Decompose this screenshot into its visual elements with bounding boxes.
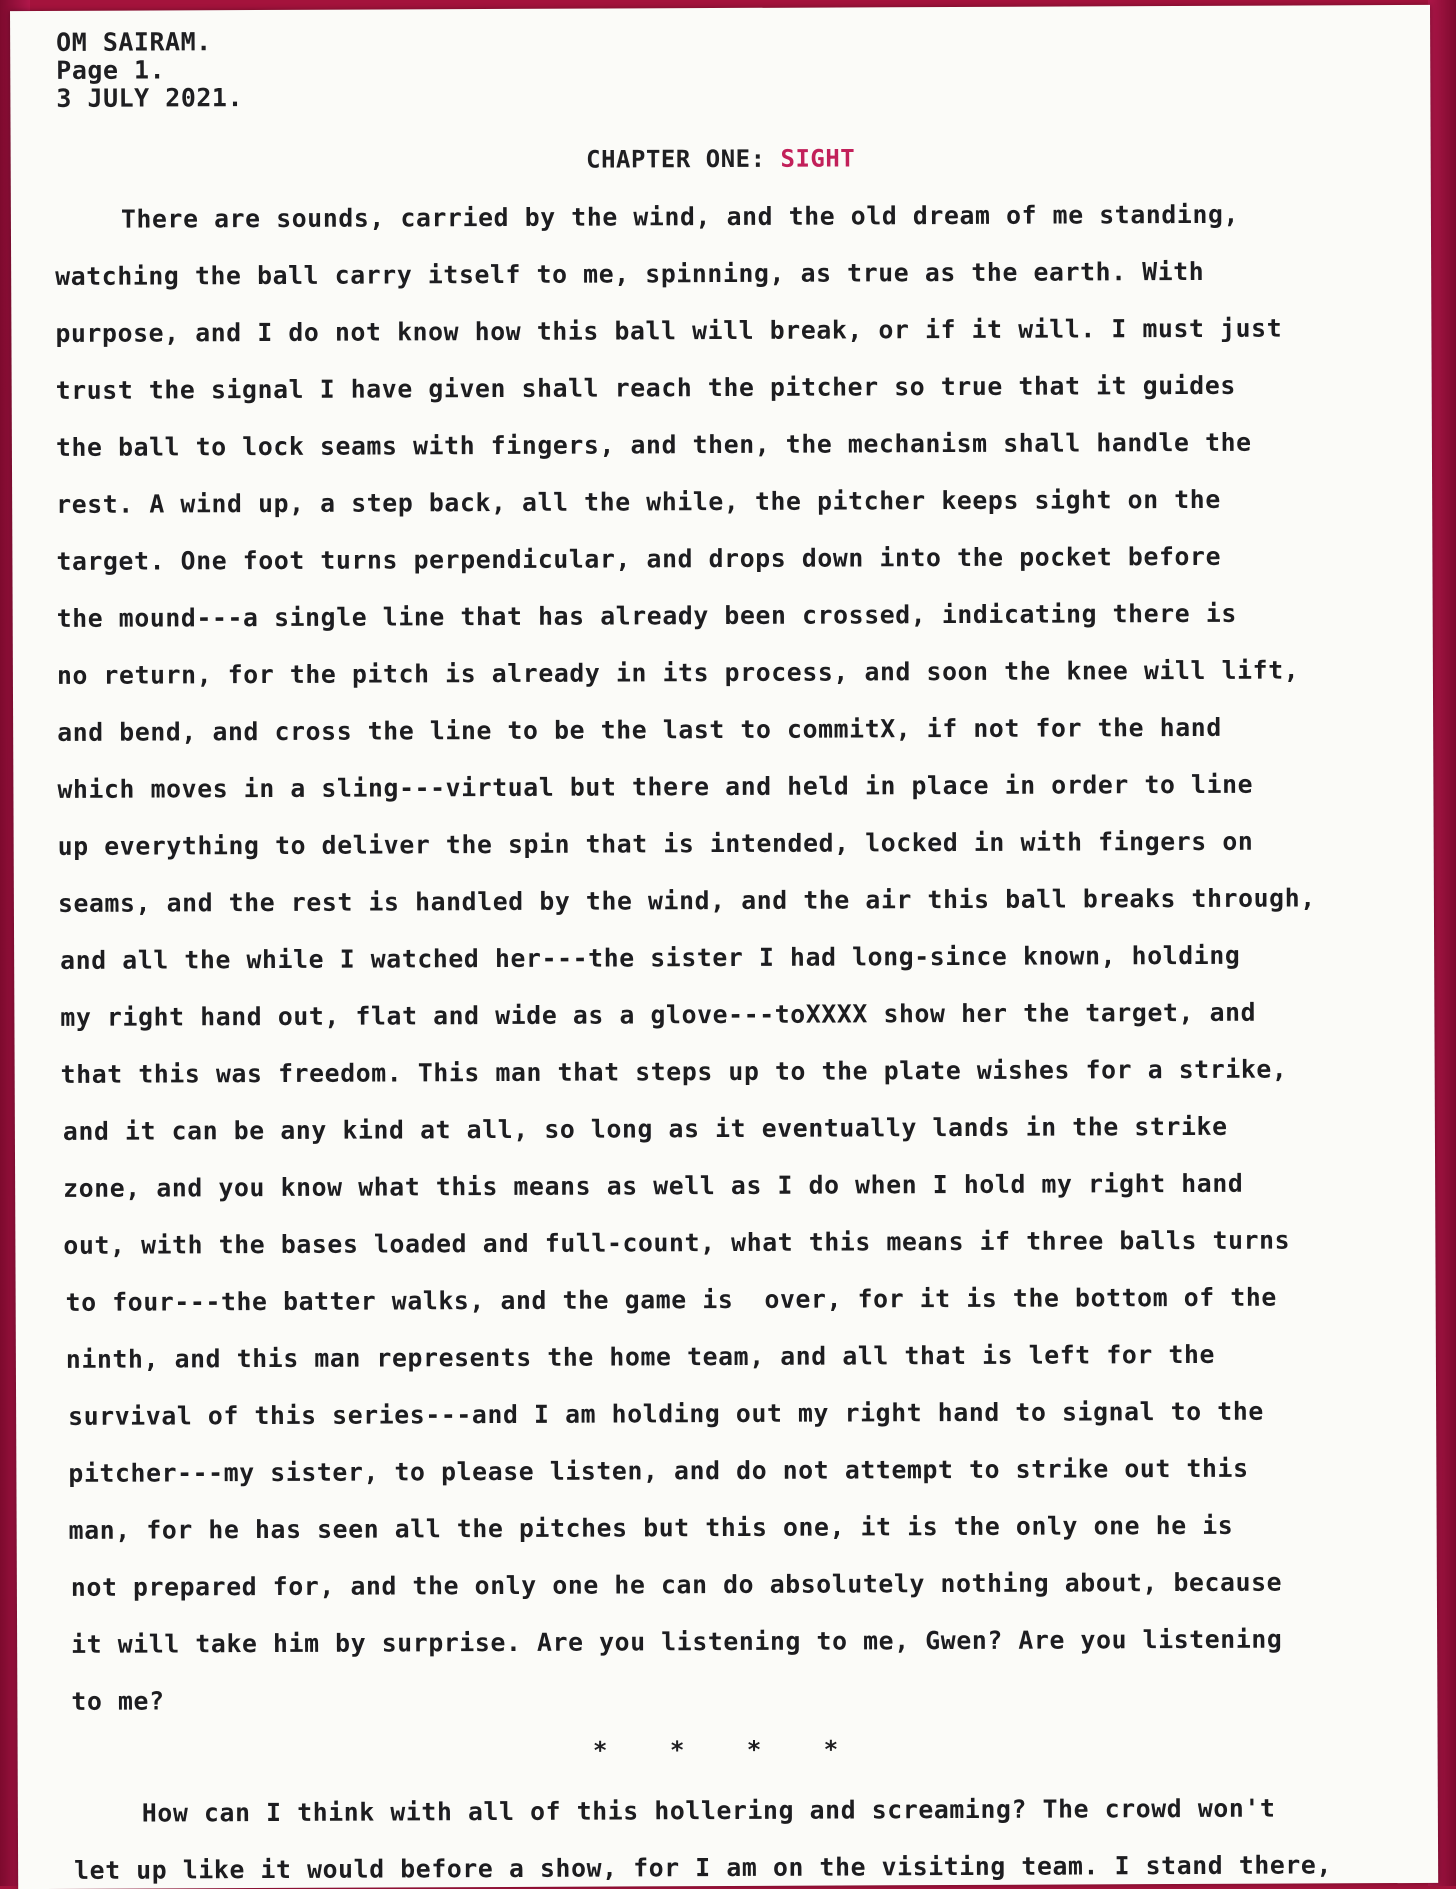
chapter-label: CHAPTER ONE: xyxy=(586,144,781,174)
text-line: rest. A wind up, a step back, all the while, the pitcher keeps sight on the xyxy=(56,484,1221,519)
chapter-title: SIGHT xyxy=(780,144,856,173)
text-line: pitcher---my sister, to please listen, and do not attempt to strike out this xyxy=(68,1453,1249,1488)
text-line: watching the ball carry itself to me, spinning, as true as the earth. With xyxy=(55,256,1205,291)
header-invocation: OM SAIRAM. xyxy=(56,27,212,57)
text-line: to four---the batter walks, and the game is over, for it is the bottom of the xyxy=(65,1282,1277,1317)
text-line: ninth, and this man represents the home team, and all that is left for the xyxy=(65,1339,1216,1374)
text-line: There are sounds, carried by the wind, and the old dream of me standing, xyxy=(120,199,1240,234)
text-line: and it can be any kind at all, so long as it eventually lands in the strike xyxy=(62,1111,1228,1146)
text-line: up everything to deliver the spin that is intended, locked in with fingers on xyxy=(57,826,1254,861)
text-line: survival of this series---and I am holding out my right hand to signal to the xyxy=(68,1396,1264,1431)
text-line: and bend, and cross the line to be the last to commitX, if not for the hand xyxy=(57,712,1222,747)
text-line: my right hand out, flat and wide as a glove---toXXXX show her the target, and xyxy=(60,997,1257,1032)
text-line: trust the signal I have given shall reach the pitcher so true that it guides xyxy=(55,370,1236,405)
text-line: the ball to lock seams with fingers, and then, the mechanism shall handle the xyxy=(55,427,1252,462)
typewritten-page xyxy=(10,5,1438,1889)
manuscript-body xyxy=(11,192,1431,1885)
page-header xyxy=(56,28,243,113)
text-line: that this was freedom. This man that steps up to the plate wishes for a strike, xyxy=(60,1054,1288,1089)
header-date: 3 JULY 2021. xyxy=(56,83,244,113)
text-line: man, for he has seen all the pitches but this one, it is the only one he is xyxy=(68,1510,1234,1545)
text-line: out, with the bases loaded and full-count, what this means if three balls turns xyxy=(63,1225,1291,1260)
header-page-number: Page 1. xyxy=(56,55,166,85)
text-line: which moves in a sling---virtual but there and held in place in order to line xyxy=(57,769,1254,804)
text-line: and all the while I watched her---the sister I had long-since known, holding xyxy=(60,940,1241,975)
text-line: How can I think with all of this hollering and screaming? The crowd won't xyxy=(141,1793,1276,1828)
text-line: to me? xyxy=(71,1686,165,1716)
text-line: target. One foot turns perpendicular, and drops down into the pocket before xyxy=(56,541,1222,576)
text-line: zone, and you know what this means as well as I do when I hold my right hand xyxy=(63,1168,1244,1203)
text-line: the mound---a single line that has already been crossed, indicating there is xyxy=(56,598,1237,633)
chapter-heading xyxy=(11,142,1431,176)
text-line: purpose, and I do not know how this ball will break, or if it will. I must just xyxy=(55,313,1283,348)
text-line: seams, and the rest is handled by the wind, and the air this ball breaks through, xyxy=(57,883,1316,918)
text-line: not prepared for, and the only one he can do absolutely nothing about, because xyxy=(70,1567,1283,1602)
text-line: let up like it would before a show, for I am on the visiting team. I stand there, xyxy=(74,1850,1333,1885)
text-line: no return, for the pitch is already in its process, and soon the knee will lift, xyxy=(56,655,1300,690)
section-break: * * * * xyxy=(592,1735,863,1765)
text-line: it will take him by surprise. Are you listening to me, Gwen? Are you listening xyxy=(71,1624,1283,1659)
